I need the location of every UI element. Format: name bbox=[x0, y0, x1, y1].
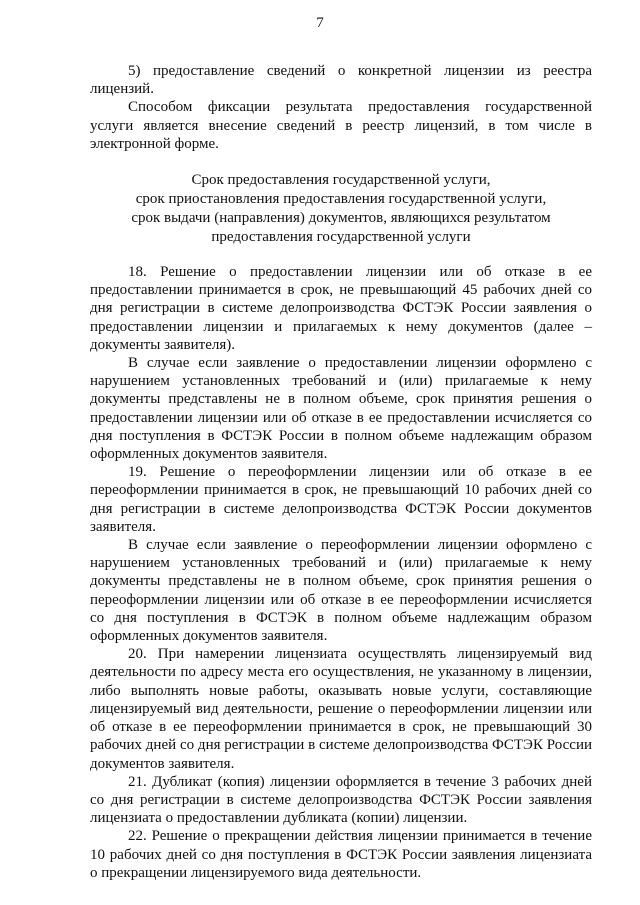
paragraph-18-incomplete: В случае если заявление о предоставлении лицензии оформлено с нарушением установленных требований и (или) прилагаемые к нему документы представлены не в полном объеме, срок принятия решения о предоставлении лицензии или об отказе в ее предоставлении исчисляется со дня поступления в ФСТЭК России в полном объеме надлежащим образом оформленных документов заявителя. bbox=[90, 355, 592, 463]
heading-line: предоставления государственной услуги bbox=[211, 229, 471, 246]
section-heading bbox=[90, 171, 592, 247]
page-number: 7 bbox=[316, 15, 324, 31]
paragraph-20: 20. При намерении лицензиата осуществлять лицензируемый вид деятельности по адресу места его осуществления, не указанному в лицензии, либо выполнять новые работы, оказывать новые услуги, составляющие лицензируемый вид деятельности, решение о переоформлении лицензии или об отказе в ее переоформлении принимается в срок, не превышающий 30 рабочих дней со дня регистрации в системе делопроизводства ФСТЭК России документов заявителя. bbox=[90, 646, 592, 772]
heading-line: срок выдачи (направления) документов, являющихся результатом bbox=[131, 210, 551, 227]
paragraph-19: 19. Решение о переоформлении лицензии или об отказе в ее переоформлении принимается в срок, не превышающий 10 рабочих дней со дня регистрации в системе делопроизводства ФСТЭК России документов заявителя. bbox=[90, 464, 592, 535]
paragraph-18: 18. Решение о предоставлении лицензии или об отказе в ее предоставлении принимается в срок, не превышающий 45 рабочих дней со дня регистрации в системе делопроизводства ФСТЭК России заявления о предоставлении лицензии и прилагаемых к нему документов (далее – документы заявителя). bbox=[90, 264, 592, 353]
heading-line: Срок предоставления государственной услуги, bbox=[191, 172, 491, 189]
paragraph-result-fixation: Способом фиксации результата предоставления государственной услуги является внесение сведений в реестр лицензий, в том числе в электронной форме. bbox=[90, 99, 592, 152]
paragraph-21: 21. Дубликат (копия) лицензии оформляется в течение 3 рабочих дней со дня регистрации в системе делопроизводства ФСТЭК России заявления лицензиата о предоставлении дубликата (копии) лицензии. bbox=[90, 773, 592, 827]
document-body bbox=[90, 62, 592, 882]
heading-line: срок приостановления предоставления государственной услуги, bbox=[135, 191, 547, 208]
paragraph-19-incomplete: В случае если заявление о переоформлении лицензии оформлено с нарушением установленных требований и (или) прилагаемые к нему документы представлены не в полном объеме, срок принятия решения о переоформлении лицензии или об отказе в ее переоформлении исчисляется со дня поступления в ФСТЭК в полном объеме надлежащим образом оформленных документов заявителя. bbox=[90, 537, 592, 645]
paragraph-item-5: 5) предоставление сведений о конкретной лицензии из реестра лицензий. bbox=[90, 63, 592, 98]
paragraph-22: 22. Решение о прекращении действия лицензии принимается в течение 10 рабочих дней со дня поступления в ФСТЭК России заявления лицензиата о прекращении лицензируемого вида деятельности. bbox=[90, 828, 592, 881]
